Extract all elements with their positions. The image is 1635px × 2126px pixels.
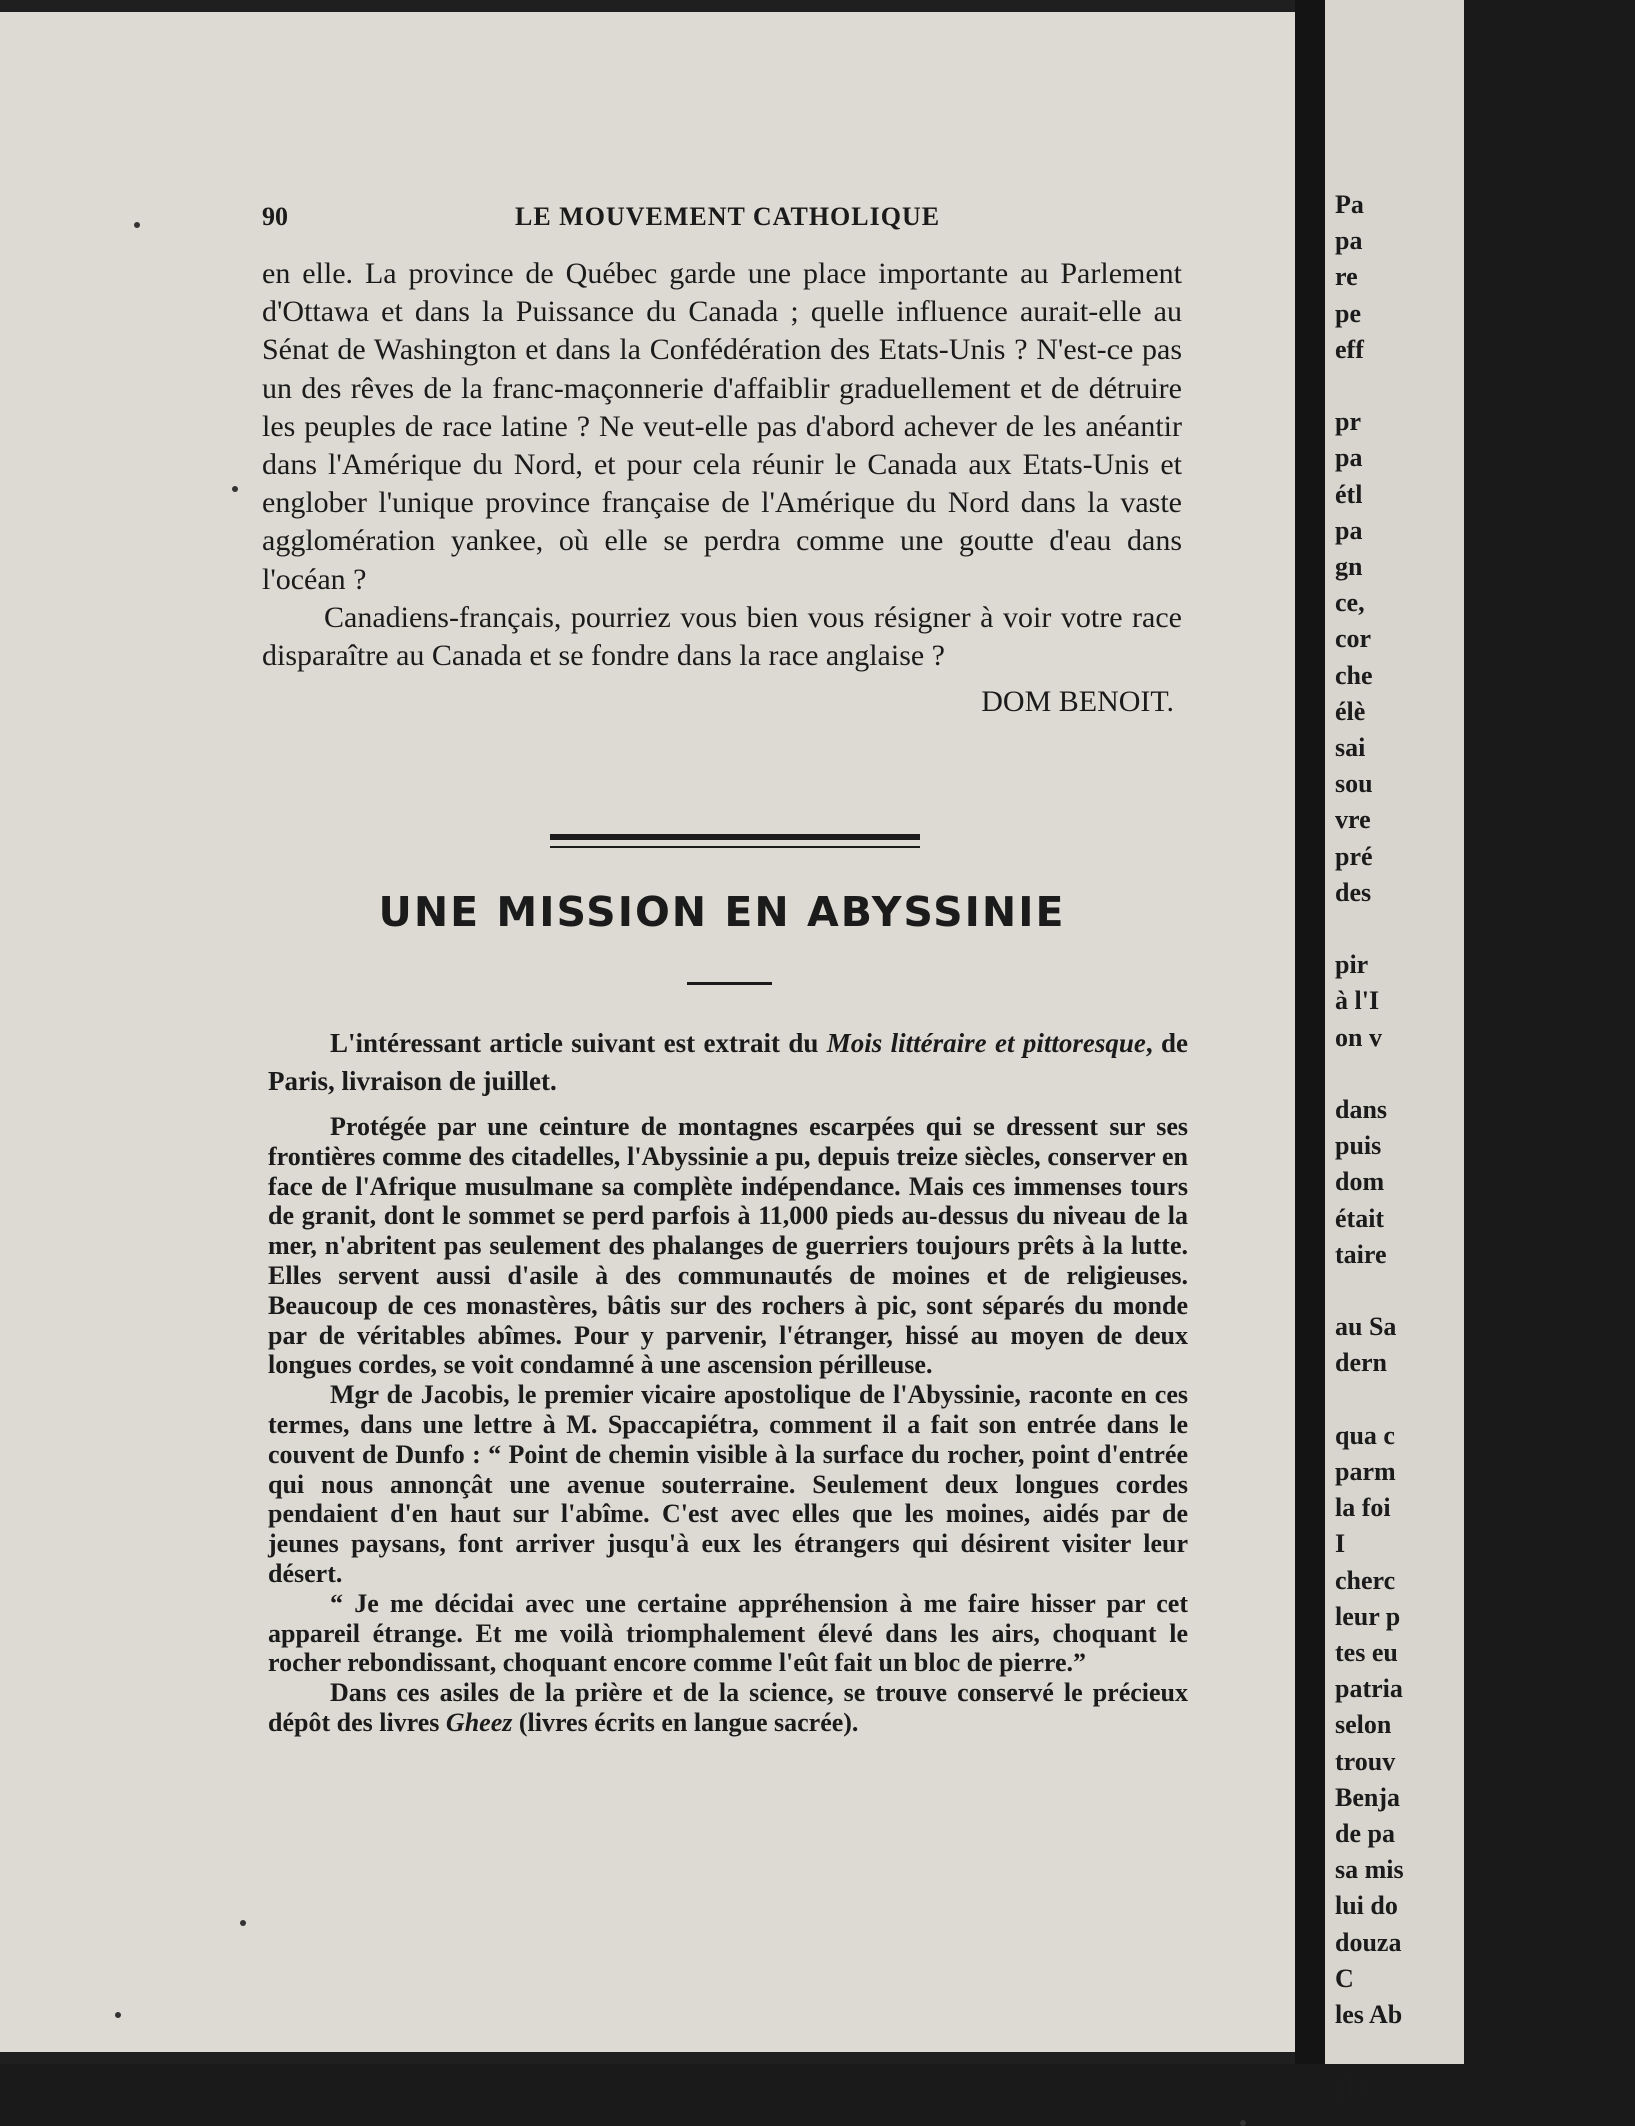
scan-speck — [115, 2012, 121, 2018]
facing-page-line: douza — [1335, 1927, 1402, 1957]
facing-page-line: eff — [1335, 334, 1364, 364]
facing-page-line: sa mis — [1335, 1855, 1404, 1885]
previous-paragraph-1: en elle. La province de Québec garde une place importante au Parlement d'Ottawa et dans la Puissance du Canada ; quelle influence aurait-elle au Sénat de Washington et dans la Confédération des Etats-Unis ? N'est-ce pas un des rêves de la franc-maçonnerie d'affaiblir graduellement et de détruire les peuples de race latine ? Ne veut-elle pas d'abord achever de les anéantir dans l'Amérique du Nord, et pour cela réunir le Canada aux Etats-Unis et englober l'unique province française de l'Amérique du Nord dans la vaste agglomération yankee, où elle se perdra comme une goutte d'eau dans l'océan ? — [262, 257, 1182, 596]
article-title: UNE MISSION EN ABYSSINIE — [378, 888, 1066, 936]
facing-page-line: tes eu — [1335, 1638, 1398, 1667]
author-signature: DOM BENOIT. — [981, 685, 1174, 719]
facing-page-line: Pa — [1335, 190, 1364, 219]
facing-page-line: re — [1335, 262, 1358, 292]
facing-page-line: on v — [1335, 1022, 1382, 1052]
page-number: 90 — [262, 202, 288, 231]
facing-page-line: élè — [1335, 696, 1366, 726]
previous-article — [262, 255, 1182, 719]
facing-page-line: (1) — [1335, 2072, 1366, 2102]
facing-page-line: la foi — [1335, 1493, 1391, 1523]
facing-page-line: dom — [1335, 1167, 1385, 1197]
facing-page-line: les Ab — [1335, 2000, 1403, 2029]
intro-text-end: , de Paris, livraison de juillet. — [268, 1028, 1189, 1096]
paragraph-4-start: Dans ces asiles de la prière et de la science, se trouve conservé le précieux dépôt des livres — [268, 1678, 1188, 1737]
facing-page-line: taire — [1335, 1239, 1387, 1269]
facing-page-line: patria — [1335, 1674, 1403, 1704]
facing-page-line: C — [1335, 1963, 1354, 1993]
scan-speck — [240, 1920, 246, 1926]
facing-page-line: à l'I — [1335, 986, 1380, 1016]
facing-page-line: leur p — [1335, 1601, 1401, 1631]
facing-page-line: pir — [1335, 950, 1369, 980]
facing-page-line: pa — [1335, 443, 1363, 473]
facing-page-line: Benja — [1335, 1782, 1400, 1812]
running-title: LE MOUVEMENT CATHOLIQUE — [515, 202, 941, 231]
previous-paragraph-2: Canadiens-français, pourriez vous bien vous résigner à voir votre race disparaître au Canada et se fondre dans la race anglaise ? — [262, 600, 1182, 673]
facing-page-line: pr — [1335, 407, 1361, 437]
facing-page-line: pa — [1335, 226, 1363, 256]
facing-page-line: selon — [1335, 1710, 1392, 1740]
article-paragraph-2: Mgr de Jacobis, le premier vicaire apostolique de l'Abyssinie, raconte en ces termes, dans une lettre à M. Spaccapiétra, comment il a fait son entrée dans le couvent de Dunfo : “ Point de chemin visible à la surface du rocher, point d'entrée qui nous annonçât une avenue souterraine. Seulement deux longues cordes pendaient d'en haut sur l'abîme. C'est avec elles que les moines, aidés par de jeunes paysans, font arriver jusqu'à eux les étrangers qui désirent visiter leur désert. — [268, 1380, 1188, 1588]
intro-source-title: Mois littéraire et pittoresque — [826, 1028, 1146, 1058]
facing-page-line: sou — [1335, 769, 1373, 799]
facing-page-line: était — [1335, 1203, 1385, 1233]
article-intro — [268, 1024, 1188, 1100]
paragraph-4-end: (livres écrits en langue sacrée). — [512, 1707, 859, 1737]
left-page — [0, 12, 1295, 2052]
gheez-term: Gheez — [445, 1707, 513, 1737]
scan-speck — [232, 486, 238, 492]
article-paragraph-4 — [268, 1678, 1188, 1738]
facing-page-fragment — [1325, 0, 1464, 2102]
facing-page-line: vre — [1335, 805, 1371, 835]
facing-page-line: étl — [1335, 479, 1363, 509]
facing-page-line: lui do — [1335, 1891, 1398, 1921]
facing-page-line: cor — [1335, 624, 1372, 654]
facing-page-line: ce, — [1335, 588, 1365, 618]
facing-page-line: pe — [1335, 298, 1361, 328]
facing-page-line: pré — [1335, 841, 1373, 871]
facing-page-line: pa — [1335, 515, 1363, 545]
facing-page-line: dans — [1335, 1095, 1388, 1124]
facing-page-line: dern — [1335, 1348, 1387, 1378]
title-underline — [687, 982, 772, 985]
facing-page-line: puis — [1335, 1131, 1382, 1161]
facing-page-line: gn — [1335, 552, 1363, 581]
facing-page-line: che — [1335, 660, 1373, 690]
scan-speck — [1240, 2120, 1246, 2126]
article-body — [268, 1112, 1188, 1738]
facing-page-line: trouv — [1335, 1746, 1396, 1776]
facing-page-line: de pa — [1335, 1819, 1395, 1848]
facing-page-line: au Sa — [1335, 1312, 1397, 1342]
facing-page-line: parm — [1335, 1457, 1396, 1486]
section-divider-thick — [550, 834, 920, 840]
facing-page-line: qua c — [1335, 1420, 1395, 1450]
scan-speck — [134, 222, 140, 228]
article-paragraph-1: Protégée par une ceinture de montagnes escarpées qui se dressent sur ses frontières comme des citadelles, l'Abyssinie a pu, depuis treize siècles, conserver en face de l'Afrique musulmane sa complète indépendance. Mais ces immenses tours de granit, dont le sommet se perd parfois à 11,000 pieds au-dessus du niveau de la mer, n'abritent pas seulement des phalanges de guerriers toujours prêts à la lutte. Elles servent aussi d'asile à des communautés de moines et de religieuses. Beaucoup de ces monastères, bâtis sur des rochers à pic, sont séparés du monde par de véritables abîmes. Pour y parvenir, l'étranger, hissé au moyen de deux longues cordes, se voit condamné à une ascension périlleuse. — [268, 1112, 1188, 1380]
intro-text-start: L'intéressant article suivant est extrait du — [330, 1028, 827, 1058]
facing-page-line: I — [1335, 1529, 1346, 1559]
book-gutter — [1295, 0, 1325, 2064]
facing-page-line: sai — [1335, 733, 1366, 762]
section-divider-thin — [550, 846, 920, 848]
article-paragraph-3: “ Je me décidai avec une certaine appréhension à me faire hisser par cet appareil étrange. Et me voilà triomphalement élevé dans les airs, choquant le rocher rebondissant, choquant encore comme l'eût fait un bloc de pierre.” — [268, 1588, 1188, 1678]
facing-page-line: cherc — [1335, 1565, 1396, 1595]
facing-page-line: des — [1335, 877, 1372, 907]
